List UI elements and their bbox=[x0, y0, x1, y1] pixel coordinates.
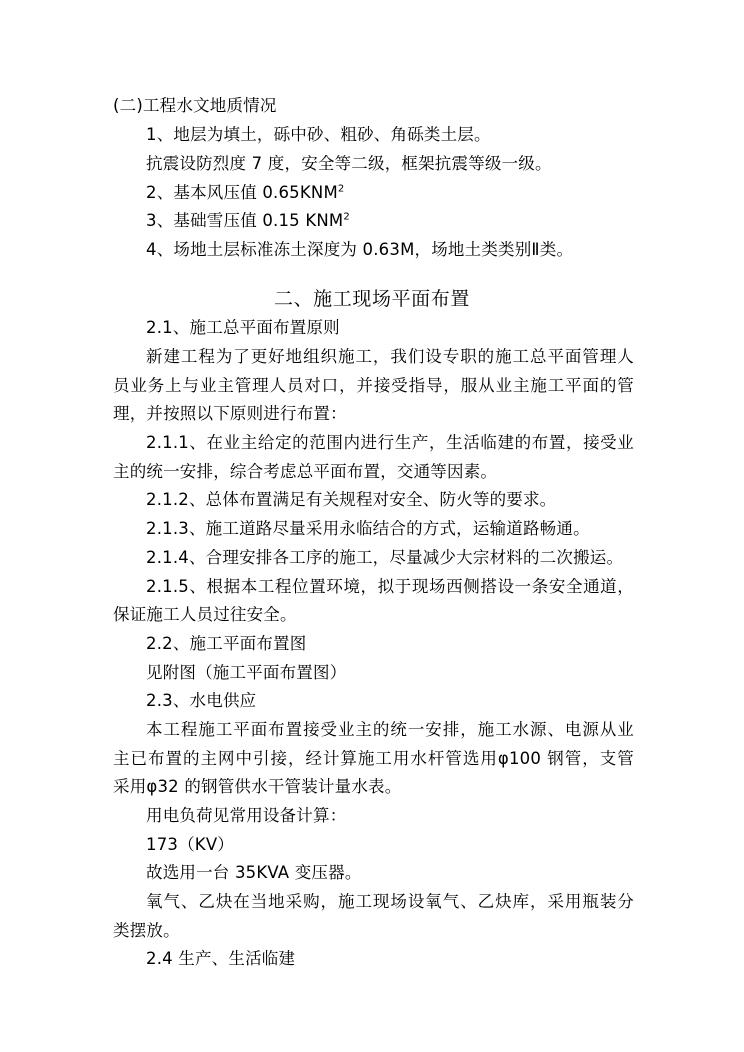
paragraph-line: 本工程施工平面布置接受业主的统一安排，施工水源、电源从业 bbox=[146, 720, 634, 739]
paragraph-line: 2.1.4、合理安排各工序的施工，尽量减少大宗材料的二次搬运。 bbox=[146, 548, 624, 567]
subsection-title: 2.2、施工平面布置图 bbox=[146, 634, 307, 653]
subsection-title: 2.3、水电供应 bbox=[146, 691, 257, 710]
superscript: 2 bbox=[337, 183, 345, 195]
list-item bbox=[146, 211, 350, 231]
paragraph-line: 主的统一安排，综合考虑总平面布置，交通等因素。 bbox=[113, 462, 498, 481]
paragraph-line: 2.1.5、根据本工程位置环境，拟于现场西侧搭设一条安全通道， bbox=[146, 577, 634, 596]
paragraph-line: 氧气、乙炔在当地采购，施工现场设氧气、乙炔库，采用瓶装分 bbox=[146, 892, 634, 911]
paragraph-line: 故选用一台 35KVA 变压器。 bbox=[146, 863, 362, 882]
paragraph-line: 173（KV） bbox=[146, 835, 235, 854]
paragraph-line: 2.1.2、总体布置满足有关规程对安全、防火等的要求。 bbox=[146, 490, 557, 509]
list-item bbox=[146, 183, 344, 203]
section-heading: 二、施工现场平面布置 bbox=[273, 288, 470, 310]
wind-pressure-text: 2、基本风压值 0.65KNM bbox=[146, 183, 338, 202]
paragraph-line: 主已布置的主网中引接，经计算施工用水杆管选用φ100 钢管，支管 bbox=[113, 749, 634, 768]
list-item: 4、场地土层标准冻土深度为 0.63M，场地土类类别Ⅱ类。 bbox=[146, 240, 574, 259]
paragraph-line: 2.1.1、在业主给定的范围内进行生产，生活临建的布置，接受业 bbox=[146, 433, 634, 452]
paragraph-line: 保证施工人员过往安全。 bbox=[113, 605, 297, 624]
section-title: (二)工程水文地质情况 bbox=[113, 96, 277, 115]
subsection-title: 2.4 生产、生活临建 bbox=[146, 949, 296, 968]
list-item-continuation: 抗震设防烈度 7 度，安全等二级，框架抗震等级一级。 bbox=[146, 154, 552, 173]
paragraph-line: 见附图（施工平面布置图） bbox=[146, 663, 347, 682]
paragraph-line: 2.1.3、施工道路尽量采用永临结合的方式，运输道路畅通。 bbox=[146, 519, 590, 538]
list-item: 1、地层为填土，砾中砂、粗砂、角砾类土层。 bbox=[146, 125, 491, 144]
superscript: 2 bbox=[343, 211, 350, 223]
paragraph-line: 采用φ32 的钢管供水干管装计量水表。 bbox=[113, 777, 402, 796]
snow-pressure-text: 3、基础雪压值 0.15 KNM bbox=[146, 211, 344, 230]
paragraph-line: 新建工程为了更好地组织施工，我们设专职的施工总平面管理人 bbox=[146, 347, 634, 366]
paragraph-line: 理，并按照以下原则进行布置： bbox=[113, 404, 347, 423]
subsection-title: 2.1、施工总平面布置原则 bbox=[146, 318, 340, 337]
paragraph-line: 用电负荷见常用设备计算： bbox=[146, 806, 347, 825]
paragraph-line: 类摆放。 bbox=[113, 921, 180, 940]
paragraph-line: 员业务上与业主管理人员对口，并接受指导，服从业主施工平面的管 bbox=[113, 376, 634, 395]
